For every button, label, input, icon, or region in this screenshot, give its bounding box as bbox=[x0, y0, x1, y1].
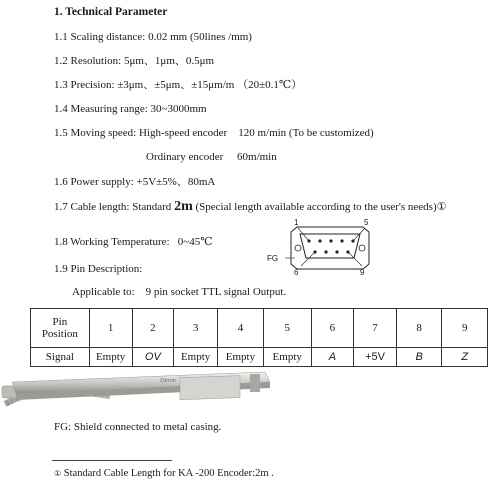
pin-cell-5: 5 bbox=[263, 309, 311, 348]
fg-shield-note: FG: Shield connected to metal casing. bbox=[54, 421, 222, 433]
signal-cell-3: Empty bbox=[174, 348, 218, 367]
signal-cell-7: +5V bbox=[354, 348, 397, 367]
pin-cell-7: 7 bbox=[354, 309, 397, 348]
signal-cell-1: Empty bbox=[89, 348, 132, 367]
db9-connector-diagram bbox=[265, 218, 390, 276]
signal-cell-9: Z bbox=[442, 348, 488, 367]
pin-1-label: 1 bbox=[294, 218, 299, 227]
param-precision: 1.3 Precision: ±3μm、±5μm、±15μm/m （20±0.1℃） bbox=[54, 79, 303, 91]
signal-header-cell: Signal bbox=[31, 348, 90, 367]
pin-header-line1: Pin bbox=[52, 316, 68, 328]
pin-header-line2: Position bbox=[41, 328, 78, 340]
signal-cell-8: B bbox=[396, 348, 442, 367]
param-speed-high: 1.5 Moving speed: High-speed encoder 120 m/min (To be customized) bbox=[54, 127, 374, 139]
param-scaling: 1.1 Scaling distance: 0.02 mm (50lines /mm) bbox=[54, 31, 252, 43]
pin-table bbox=[30, 308, 488, 367]
signal-cell-4: Empty bbox=[218, 348, 264, 367]
pin-header-cell bbox=[31, 309, 90, 348]
param-cable-prefix: 1.7 Cable length: Standard bbox=[54, 201, 175, 213]
pin-cell-1: 1 bbox=[89, 309, 132, 348]
applicable-note: Applicable to: 9 pin socket TTL signal Output. bbox=[72, 286, 287, 298]
param-power: 1.6 Power supply: +5V±5%、80mA bbox=[54, 176, 216, 188]
pin-cell-9: 9 bbox=[442, 309, 488, 348]
pin-6-label: 6 bbox=[294, 268, 299, 277]
pin-cell-6: 6 bbox=[311, 309, 354, 348]
encoder-brand-label: Ditron bbox=[160, 378, 176, 384]
pin-cell-4: 4 bbox=[218, 309, 264, 348]
pin-cell-8: 8 bbox=[396, 309, 442, 348]
section-heading: 1. Technical Parameter bbox=[54, 6, 168, 18]
pin-cell-3: 3 bbox=[174, 309, 218, 348]
db9-connector-icon bbox=[265, 218, 390, 276]
pin-5-label: 5 bbox=[364, 218, 369, 227]
footnote-text: Standard Cable Length for KA -200 Encoder:2m . bbox=[63, 468, 274, 479]
linear-encoder-image bbox=[0, 360, 488, 430]
signal-cell-5: Empty bbox=[263, 348, 311, 367]
param-cable bbox=[54, 198, 469, 216]
param-cable-suffix: (Special length available according to the user's needs)① bbox=[192, 201, 447, 213]
signal-cell-2: OV bbox=[132, 348, 174, 367]
param-resolution: 1.2 Resolution: 5μm、1μm、0.5μm bbox=[54, 55, 215, 67]
pin-cell-2: 2 bbox=[132, 309, 174, 348]
param-speed-ordinary: Ordinary encoder 60m/min bbox=[146, 151, 277, 163]
signal-cell-6: A bbox=[311, 348, 354, 367]
fg-label: FG bbox=[267, 254, 279, 263]
footnote bbox=[54, 467, 274, 480]
param-pin-description: 1.9 Pin Description: bbox=[54, 263, 143, 275]
param-cable-standard: 2m bbox=[174, 199, 193, 214]
pin-9-label: 9 bbox=[360, 268, 365, 277]
param-range: 1.4 Measuring range: 30~3000mm bbox=[54, 103, 207, 115]
pin-row bbox=[31, 309, 488, 348]
footnote-divider bbox=[52, 460, 172, 461]
param-temperature: 1.8 Working Temperature: 0~45℃ bbox=[54, 236, 213, 248]
linear-scale-icon bbox=[0, 360, 488, 430]
footnote-mark: ① bbox=[54, 469, 62, 478]
